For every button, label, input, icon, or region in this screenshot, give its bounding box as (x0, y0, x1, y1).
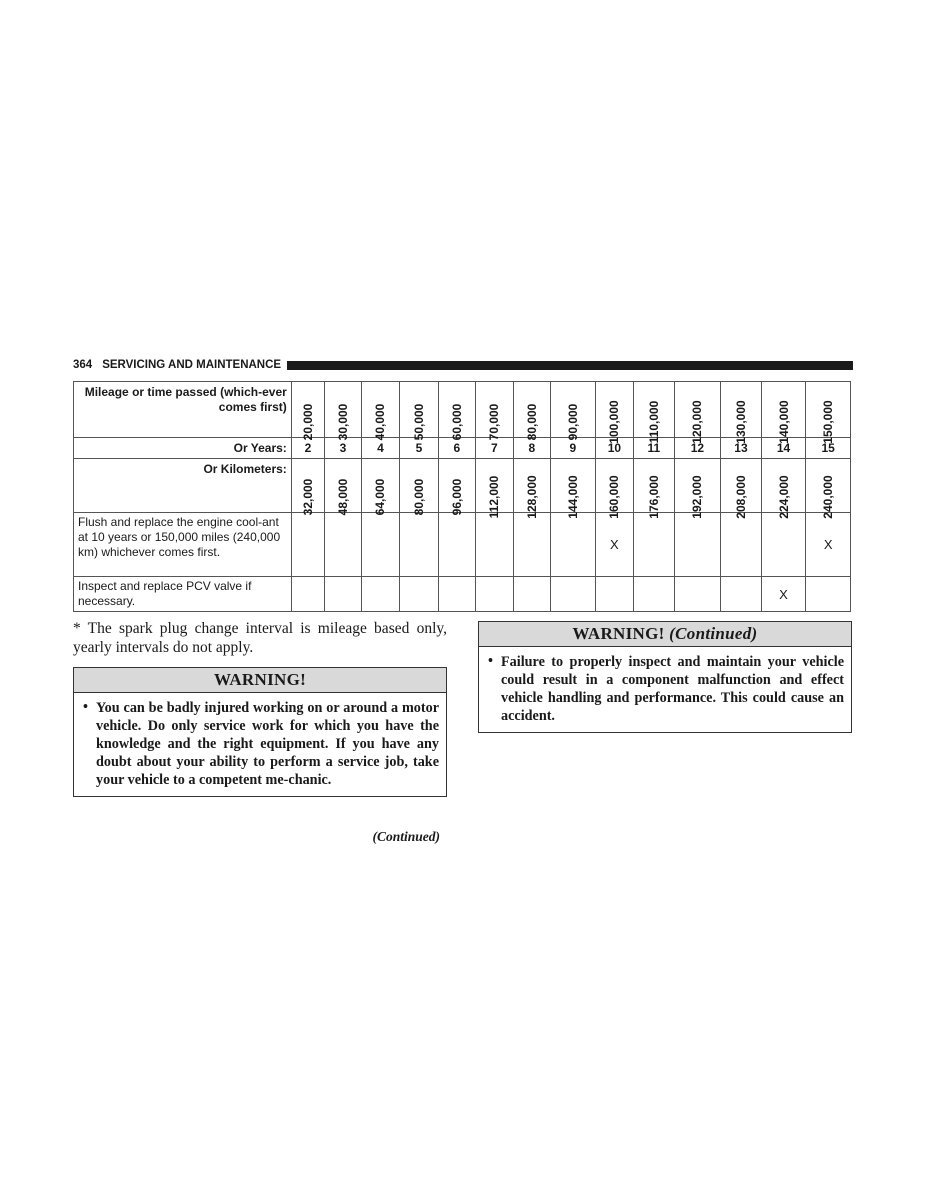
schedule-mark (476, 577, 513, 612)
schedule-mark (551, 577, 596, 612)
schedule-mark (721, 513, 762, 577)
warning-box-1 (73, 667, 447, 797)
years-row-value: 14 (761, 438, 806, 459)
mileage-row-value: 80,000 (524, 403, 539, 441)
warning-text: Failure to properly inspect and maintain your vehicle could result in a component malfunction and effect vehicle handling and performance. This could cause an accident. (501, 654, 844, 724)
kilometers-row-cell (761, 459, 806, 519)
years-row-value: 13 (721, 438, 762, 459)
kilometers-row-cell (674, 459, 721, 519)
schedule-mark (438, 513, 475, 577)
kilometers-row-value: 48,000 (335, 478, 350, 516)
kilometers-row-cell (438, 459, 475, 516)
continued-label: (Continued) (372, 829, 440, 844)
years-row-value: 7 (476, 438, 513, 459)
mileage-row-cell (476, 382, 513, 441)
page-header (73, 358, 853, 372)
schedule-mark (476, 513, 513, 577)
mileage-row-cell (291, 382, 324, 441)
mileage-row-value: 70,000 (487, 403, 502, 441)
kilometers-row-value: 144,000 (565, 475, 580, 519)
years-row-value: 5 (400, 438, 438, 459)
mileage-row-value: 150,000 (821, 400, 836, 444)
years-row-value: 10 (595, 438, 633, 459)
mileage-row-cell (325, 382, 361, 441)
kilometers-row-value: 96,000 (449, 478, 464, 516)
years-row-value: 15 (806, 438, 851, 459)
kilometers-row-value: 160,000 (607, 475, 622, 519)
schedule-mark (674, 577, 721, 612)
section-title: SERVICING AND MAINTENANCE (102, 359, 282, 371)
mileage-row-value: 110,000 (646, 400, 661, 444)
kilometers-row-value: 80,000 (411, 478, 426, 516)
kilometers-row-value: 192,000 (690, 475, 705, 519)
schedule-mark (361, 577, 399, 612)
schedule-mark (400, 577, 438, 612)
kilometers-row-cell (551, 459, 596, 519)
schedule-mark (513, 577, 550, 612)
warning-title: WARNING! (74, 668, 446, 693)
mileage-row-cell (361, 382, 399, 441)
schedule-mark (325, 513, 361, 577)
mileage-row-cell (806, 382, 851, 444)
mileage-row-value: 40,000 (373, 403, 388, 441)
mileage-row-cell (721, 382, 762, 444)
kilometers-row-value: 240,000 (821, 475, 836, 519)
warning-text: You can be badly injured working on or around a motor vehicle. Do only service work for which you have the knowledge and the right equipment. If you have any doubt about your ability to perform a service job, take your vehicle to a competent me-chanic. (96, 700, 439, 788)
warning-body (479, 647, 851, 732)
kilometers-row-cell (806, 459, 851, 519)
mileage-row-cell (400, 382, 438, 441)
kilometers-row-value: 112,000 (487, 475, 502, 519)
schedule-mark (291, 577, 324, 612)
kilometers-row-cell (400, 459, 438, 516)
mileage-row-label: Mileage or time passed (which-ever comes first) (74, 382, 292, 438)
years-row-value: 4 (361, 438, 399, 459)
mileage-row (74, 382, 851, 438)
pcv-row (74, 577, 851, 612)
kilometers-row-label: Or Kilometers: (74, 459, 292, 513)
kilometers-row-value: 32,000 (301, 478, 315, 516)
spark-plug-note: * The spark plug change interval is mileage based only, yearly intervals do not apply. (73, 620, 447, 656)
mileage-row-value: 120,000 (690, 400, 705, 444)
schedule-mark (806, 577, 851, 612)
kilometers-row-cell (361, 459, 399, 516)
schedule-mark (361, 513, 399, 577)
page-number: 364 (73, 359, 93, 371)
kilometers-row-cell (291, 459, 324, 516)
mileage-row-value: 20,000 (301, 403, 315, 441)
schedule-mark: X (761, 577, 806, 612)
schedule-mark (721, 577, 762, 612)
kilometers-row-value: 208,000 (733, 475, 748, 519)
schedule-mark (674, 513, 721, 577)
years-row-value: 8 (513, 438, 550, 459)
years-row-value: 2 (291, 438, 324, 459)
maintenance-schedule-table (73, 381, 851, 612)
mileage-row-cell (634, 382, 675, 444)
kilometers-row-value: 224,000 (776, 475, 791, 519)
years-row-label: Or Years: (74, 438, 292, 459)
kilometers-row-value: 64,000 (373, 478, 388, 516)
kilometers-row-cell (634, 459, 675, 519)
mileage-row-value: 50,000 (411, 403, 426, 441)
warning-title-continued (479, 622, 851, 647)
years-row-value: 12 (674, 438, 721, 459)
schedule-mark: X (595, 513, 633, 577)
mileage-row-cell (438, 382, 475, 441)
schedule-mark: X (806, 513, 851, 577)
kilometers-row-cell (595, 459, 633, 519)
mileage-row-cell (761, 382, 806, 444)
mileage-row-cell (595, 382, 633, 444)
kilometers-row-cell (325, 459, 361, 516)
schedule-mark (761, 513, 806, 577)
kilometers-row-cell (476, 459, 513, 519)
mileage-row-value: 100,000 (607, 400, 622, 444)
schedule-mark (595, 577, 633, 612)
warning-body (74, 693, 446, 796)
mileage-row-value: 140,000 (776, 400, 791, 444)
years-row-value: 3 (325, 438, 361, 459)
kilometers-row-value: 128,000 (524, 475, 539, 519)
kilometers-row-cell (513, 459, 550, 519)
schedule-mark (400, 513, 438, 577)
pcv-row-label: Inspect and replace PCV valve if necessary. (74, 577, 292, 612)
mileage-row-value: 90,000 (565, 403, 580, 441)
kilometers-row-cell (721, 459, 762, 519)
schedule-mark (634, 577, 675, 612)
coolant-row-label: Flush and replace the engine cool-ant at 10 years or 150,000 miles (240,000 km) whichever comes first. (74, 513, 292, 577)
mileage-row-cell (513, 382, 550, 441)
kilometers-row-value: 176,000 (646, 475, 661, 519)
mileage-row-value: 30,000 (335, 403, 350, 441)
coolant-row (74, 513, 851, 577)
schedule-mark (634, 513, 675, 577)
header-rule (287, 361, 853, 370)
mileage-row-cell (674, 382, 721, 444)
schedule-mark (438, 577, 475, 612)
years-row-value: 9 (551, 438, 596, 459)
years-row-value: 11 (634, 438, 675, 459)
years-row-value: 6 (438, 438, 475, 459)
bullet: • (488, 653, 493, 669)
schedule-mark (325, 577, 361, 612)
warning-box-2 (478, 621, 852, 733)
schedule-mark (291, 513, 324, 577)
bullet: • (83, 699, 88, 715)
schedule-mark (551, 513, 596, 577)
kilometers-row (74, 459, 851, 513)
mileage-row-value: 60,000 (449, 403, 464, 441)
schedule-mark (513, 513, 550, 577)
mileage-row-value: 130,000 (733, 400, 748, 444)
warning-title-suffix: (Continued) (669, 624, 758, 643)
warning-title: WARNING! (572, 624, 665, 643)
mileage-row-cell (551, 382, 596, 441)
